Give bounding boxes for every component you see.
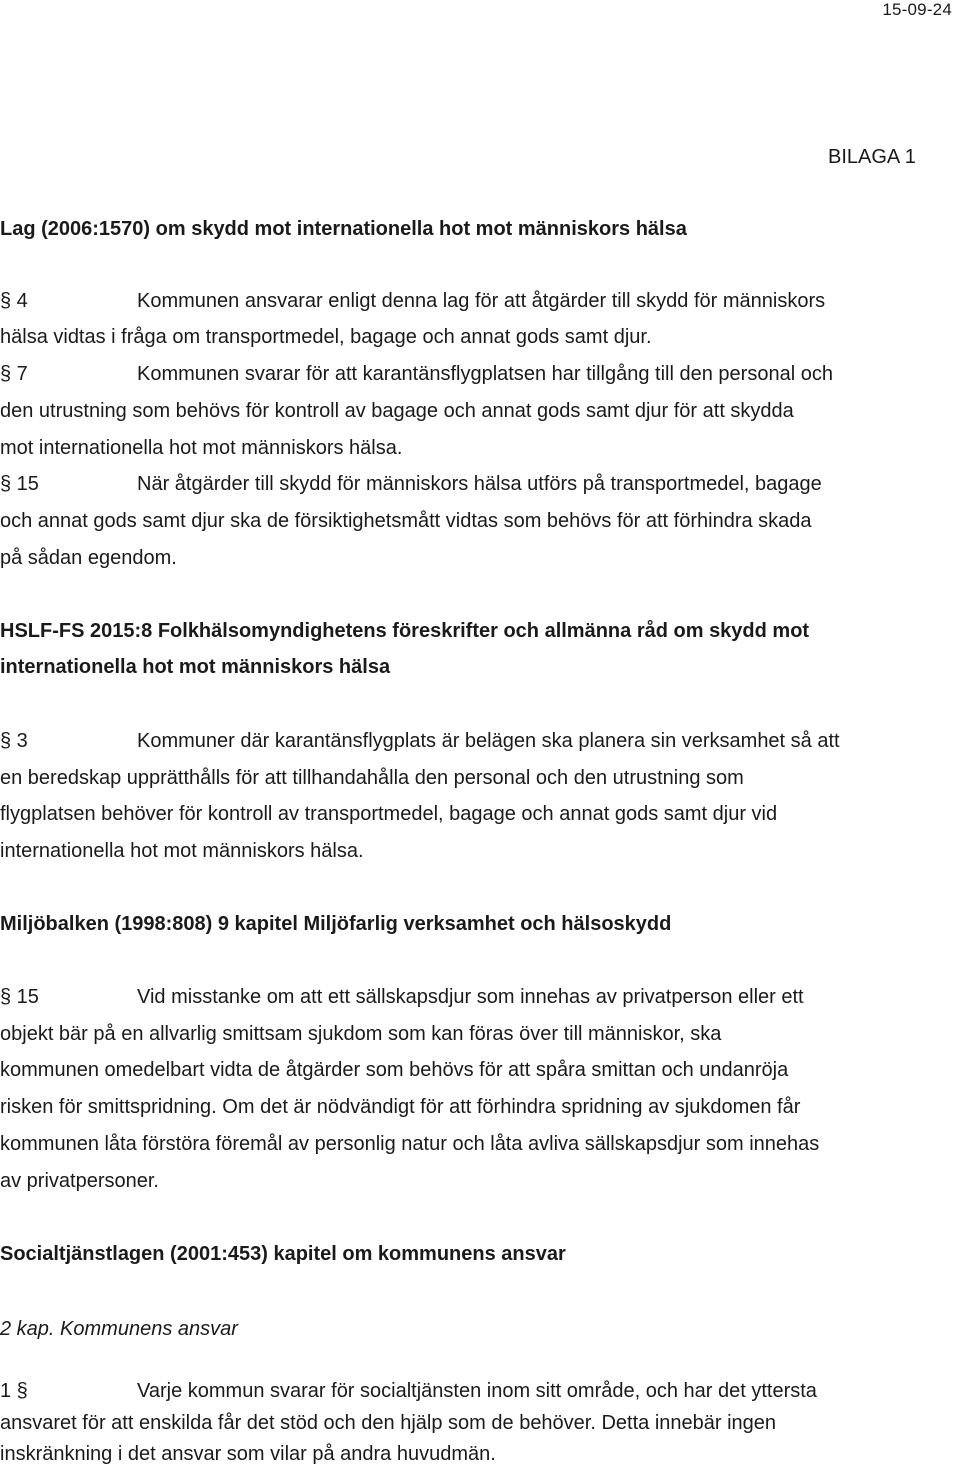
paragraph-text: Varje kommun svarar för socialtjänsten inom sitt område, och har det yttersta bbox=[137, 1380, 817, 1402]
miljobalken-para15-line3: kommunen omedelbart vidta de åtgärder som behövs för att spåra smittan och undanröja bbox=[0, 1059, 789, 1081]
hslf-para3-line4: internationella hot mot människors hälsa. bbox=[0, 840, 364, 862]
section-number: § 15 bbox=[0, 986, 39, 1008]
appendix-label: BILAGA 1 bbox=[828, 146, 916, 168]
miljobalken-para15-line1 bbox=[0, 986, 804, 1009]
lag-para7-line1 bbox=[0, 363, 833, 386]
section-number: § 3 bbox=[0, 730, 28, 752]
lag-para15-line1 bbox=[0, 473, 822, 496]
hslf-para3-line2: en beredskap upprätthålls för att tillhandahålla den personal och den utrustning som bbox=[0, 767, 744, 789]
lag-para7-line2: den utrustning som behövs för kontroll av bagage och annat gods samt djur för att skydda bbox=[0, 400, 794, 422]
hslf-title-line1: HSLF-FS 2015:8 Folkhälsomyndighetens föreskrifter och allmänna råd om skydd mot bbox=[0, 620, 810, 642]
lag-para4-line1 bbox=[0, 290, 825, 313]
lag-title: Lag (2006:1570) om skydd mot internationella hot mot människors hälsa bbox=[0, 218, 687, 240]
section-number: § 4 bbox=[0, 290, 28, 312]
miljobalken-para15-line2: objekt bär på en allvarlig smittsam sjukdom som kan föras över till människor, ska bbox=[0, 1023, 722, 1045]
paragraph-text: Kommunen ansvarar enligt denna lag för att åtgärder till skydd för människors bbox=[137, 290, 826, 312]
lag-para4-line2: hälsa vidtas i fråga om transportmedel, bagage och annat gods samt djur. bbox=[0, 326, 652, 348]
hslf-para3-line3: flygplatsen behöver för kontroll av transportmedel, bagage och annat gods samt djur vid bbox=[0, 803, 778, 825]
document-date: 15-09-24 bbox=[882, 0, 952, 19]
sol-chapter: 2 kap. Kommunens ansvar bbox=[0, 1318, 238, 1340]
sol-para1-line3: inskränkning i det ansvar som vilar på andra huvudmän. bbox=[0, 1443, 496, 1465]
sol-title: Socialtjänstlagen (2001:453) kapitel om kommunens ansvar bbox=[0, 1243, 566, 1265]
lag-para15-line3: på sådan egendom. bbox=[0, 547, 177, 569]
section-number: § 7 bbox=[0, 363, 28, 385]
sol-para1-line2: ansvaret för att enskilda får det stöd och den hjälp som de behöver. Detta innebär ingen bbox=[0, 1412, 777, 1434]
lag-para15-line2: och annat gods samt djur ska de försiktighetsmått vidtas som behövs för att förhindra skada bbox=[0, 510, 812, 532]
miljobalken-para15-line5: kommunen låta förstöra föremål av personlig natur och låta avliva sällskapsdjur som innehas bbox=[0, 1133, 820, 1155]
lag-para7-line3: mot internationella hot mot människors hälsa. bbox=[0, 437, 403, 459]
paragraph-text: Kommunen svarar för att karantänsflygplatsen har tillgång till den personal och bbox=[137, 363, 833, 385]
sol-para1-line1 bbox=[0, 1380, 817, 1403]
section-number: 1 § bbox=[0, 1380, 28, 1402]
paragraph-text: När åtgärder till skydd för människors hälsa utförs på transportmedel, bagage bbox=[137, 473, 822, 495]
miljobalken-para15-line4: risken för smittspridning. Om det är nödvändigt för att förhindra spridning av sjukdomen får bbox=[0, 1096, 801, 1118]
hslf-title-line2: internationella hot mot människors hälsa bbox=[0, 656, 391, 678]
hslf-para3-line1 bbox=[0, 730, 840, 753]
paragraph-text: Vid misstanke om att ett sällskapsdjur som innehas av privatperson eller ett bbox=[137, 986, 804, 1008]
paragraph-text: Kommuner där karantänsflygplats är belägen ska planera sin verksamhet så att bbox=[137, 730, 840, 752]
section-number: § 15 bbox=[0, 473, 39, 495]
miljobalken-para15-line6: av privatpersoner. bbox=[0, 1170, 159, 1192]
miljobalken-title: Miljöbalken (1998:808) 9 kapitel Miljöfarlig verksamhet och hälsoskydd bbox=[0, 913, 672, 935]
